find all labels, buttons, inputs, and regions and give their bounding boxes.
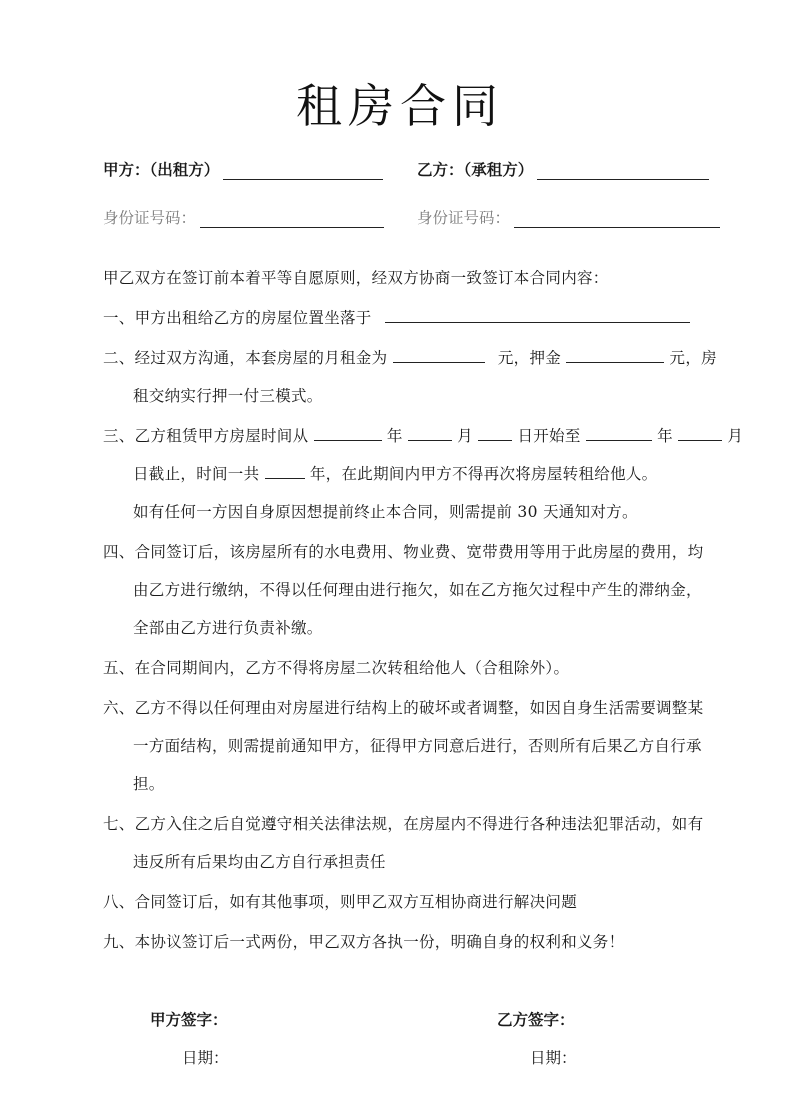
start-year-label: 年 [386,427,403,445]
end-month-blank[interactable] [678,424,722,441]
deposit-blank[interactable] [566,346,664,363]
start-month-blank[interactable] [408,424,452,441]
id-b-blank[interactable] [514,209,720,228]
party-a-field [103,158,383,180]
party-b-field [417,158,709,180]
clause-2-text-b: 元，押金 [497,349,562,367]
id-a-label: 身份证号码： [103,209,197,227]
clause-4: 四、合同签订后，该房屋所有的水电费用、物业费、宽带费用等用于此房屋的费用，均 [103,543,704,561]
intro-text: 甲乙双方在签订前本着平等自愿原则，经双方协商一致签订本合同内容： [103,269,609,287]
end-year-blank[interactable] [586,424,652,441]
end-year-label: 年 [657,427,673,445]
party-a-date-label: 日期： [182,1049,229,1067]
clause-4-cont-1: 由乙方进行缴纳，不得以任何理由进行拖欠，如在乙方拖欠过程中产生的滞纳金， [133,581,702,599]
clause-1 [103,306,690,328]
clause-3-text-b1: 日截止，时间一共 [133,465,260,483]
party-row [103,158,723,184]
clause-2 [103,346,717,368]
clause-9: 九、本协议签订后一式两份，甲乙双方各执一份，明确自身的权利和义务！ [103,933,625,951]
clause-6-cont-2: 担。 [133,775,165,793]
party-a-signature-label: 甲方签字： [150,1010,228,1029]
contract-title: 租房合同 [296,79,504,133]
location-blank[interactable] [385,306,690,323]
start-day-blank[interactable] [478,424,512,441]
party-b-label: 乙方：（承租方） [417,160,534,179]
clause-2-text-a: 二、经过双方沟通，本套房屋的月租金为 [103,349,388,367]
clause-4-cont-2: 全部由乙方进行负责补缴。 [133,619,323,637]
clause-8: 八、合同签订后，如有其他事项，则甲乙双方互相协商进行解决问题 [103,893,578,911]
duration-blank[interactable] [265,462,305,479]
clause-3-text-b2: 年，在此期间内甲方不得再次将房屋转租给他人。 [309,465,658,483]
clause-3-text-a: 三、乙方租赁甲方房屋时间从 [103,427,309,445]
start-year-blank[interactable] [314,424,382,441]
rent-blank[interactable] [393,346,485,363]
party-b-blank[interactable] [537,161,709,180]
start-month-label: 月 [457,427,473,445]
clause-1-text: 一、甲方出租给乙方的房屋位置坐落于 [103,309,372,327]
clause-3 [103,424,743,446]
party-a-blank[interactable] [223,161,383,180]
id-a-blank[interactable] [200,209,384,228]
id-b-field [417,206,720,228]
clause-3-cont [133,462,657,484]
clause-3-note: 如有任何一方因自身原因想提前终止本合同，则需提前 30 天通知对方。 [133,503,638,521]
clause-6-cont-1: 一方面结构，则需提前通知甲方，征得甲方同意后进行，否则所有后果乙方自行承 [133,737,702,755]
id-row [103,206,723,232]
clause-6: 六、乙方不得以任何理由对房屋进行结构上的破坏或者调整，如因自身生活需要调整某 [103,699,704,717]
id-a-field [103,206,384,228]
clause-7-cont: 违反所有后果均由乙方自行承担责任 [133,853,386,871]
clause-2-cont: 租交纳实行押一付三模式。 [133,387,323,405]
party-a-label: 甲方：（出租方） [103,160,220,179]
end-month-label: 月 [727,427,744,445]
party-b-signature-label: 乙方签字： [497,1010,575,1029]
party-b-date-label: 日期： [530,1049,577,1067]
clause-2-text-c: 元，房 [669,349,717,367]
clause-7: 七、乙方入住之后自觉遵守相关法律法规，在房屋内不得进行各种违法犯罪活动，如有 [103,815,704,833]
clause-5: 五、在合同期间内，乙方不得将房屋二次转租给他人（合租除外）。 [103,659,570,677]
start-day-label: 日开始至 [517,427,581,445]
id-b-label: 身份证号码： [417,209,511,227]
